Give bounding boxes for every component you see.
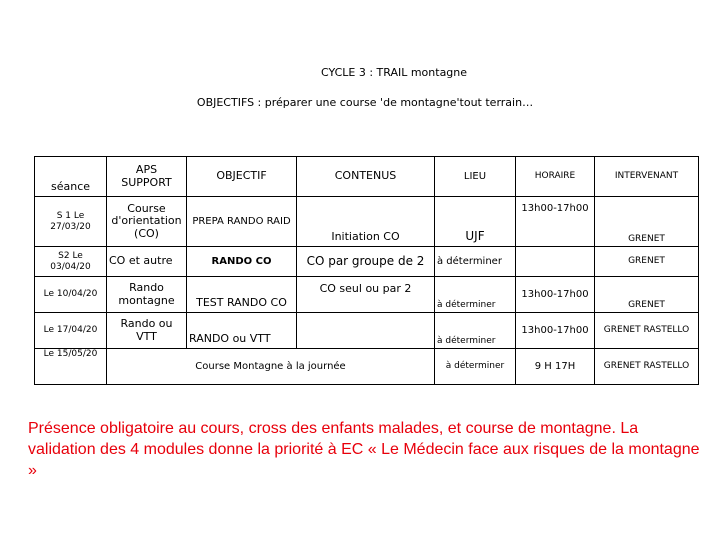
header-objectif: OBJECTIF bbox=[187, 157, 297, 197]
table-row bbox=[35, 277, 699, 313]
table-row bbox=[35, 313, 699, 349]
header-row bbox=[35, 157, 699, 197]
row4-lieu: à déterminer bbox=[435, 313, 516, 349]
row5-intervenant: GRENET RASTELLO bbox=[595, 349, 699, 385]
header-horaire: HORAIRE bbox=[516, 157, 595, 197]
row2-seance: S2 Le 03/04/20 bbox=[35, 247, 107, 277]
header-lieu: LIEU bbox=[435, 157, 516, 197]
table-row bbox=[35, 247, 699, 277]
row1-objectif: PREPA RANDO RAID bbox=[187, 197, 297, 247]
header-aps: APS SUPPORT bbox=[107, 157, 187, 197]
row2-intervenant: GRENET bbox=[595, 247, 699, 277]
table-row bbox=[35, 197, 699, 247]
row4-intervenant: GRENET RASTELLO bbox=[595, 313, 699, 349]
row4-objectif: RANDO ou VTT bbox=[187, 313, 297, 349]
row1-contenus: Initiation CO bbox=[297, 197, 435, 247]
row2-contenus: CO par groupe de 2 bbox=[297, 247, 435, 277]
row3-intervenant: GRENET bbox=[595, 277, 699, 313]
row5-lieu: à déterminer bbox=[435, 349, 516, 385]
row1-intervenant: GRENET bbox=[595, 197, 699, 247]
row1-aps: Course d'orientation (CO) bbox=[107, 197, 187, 247]
row3-contenus: CO seul ou par 2 bbox=[297, 277, 435, 313]
row1-seance: S 1 Le 27/03/20 bbox=[35, 197, 107, 247]
row2-objectif: RANDO CO bbox=[187, 247, 297, 277]
row1-horaire: 13h00-17h00 bbox=[516, 197, 595, 247]
row3-horaire: 13h00-17h00 bbox=[516, 277, 595, 313]
row2-horaire bbox=[516, 247, 595, 277]
row2-lieu: à déterminer bbox=[435, 247, 516, 277]
row4-horaire: 13h00-17h00 bbox=[516, 313, 595, 349]
row3-seance: Le 10/04/20 bbox=[35, 277, 107, 313]
row2-aps: CO et autre bbox=[107, 247, 187, 277]
table-row bbox=[35, 349, 699, 385]
row1-lieu: UJF bbox=[435, 197, 516, 247]
row4-contenus bbox=[297, 313, 435, 349]
cycle-title: CYCLE 3 : TRAIL montagne bbox=[320, 66, 468, 79]
row5-horaire: 9 H 17H bbox=[516, 349, 595, 385]
row4-aps: Rando ou VTT bbox=[107, 313, 187, 349]
row4-seance: Le 17/04/20 bbox=[35, 313, 107, 349]
row5-objectif: Course Montagne à la journée bbox=[107, 349, 435, 385]
row3-lieu: à déterminer bbox=[435, 277, 516, 313]
header-seance: séance bbox=[35, 157, 107, 197]
objectives-line: OBJECTIFS : préparer une course 'de montagne'tout terrain… bbox=[196, 96, 534, 109]
footer-notice: Présence obligatoire au cours, cross des enfants malades, et course de montagne. La validation des 4 modules donne la priorité à EC « Le Médecin face aux risques de la montagne » bbox=[28, 420, 700, 479]
row3-aps: Rando montagne bbox=[107, 277, 187, 313]
row5-seance: Le 15/05/20 bbox=[35, 349, 107, 385]
header-contenus: CONTENUS bbox=[297, 157, 435, 197]
schedule-table bbox=[34, 156, 699, 385]
row3-objectif: TEST RANDO CO bbox=[187, 277, 297, 313]
header-intervenant: INTERVENANT bbox=[595, 157, 699, 197]
